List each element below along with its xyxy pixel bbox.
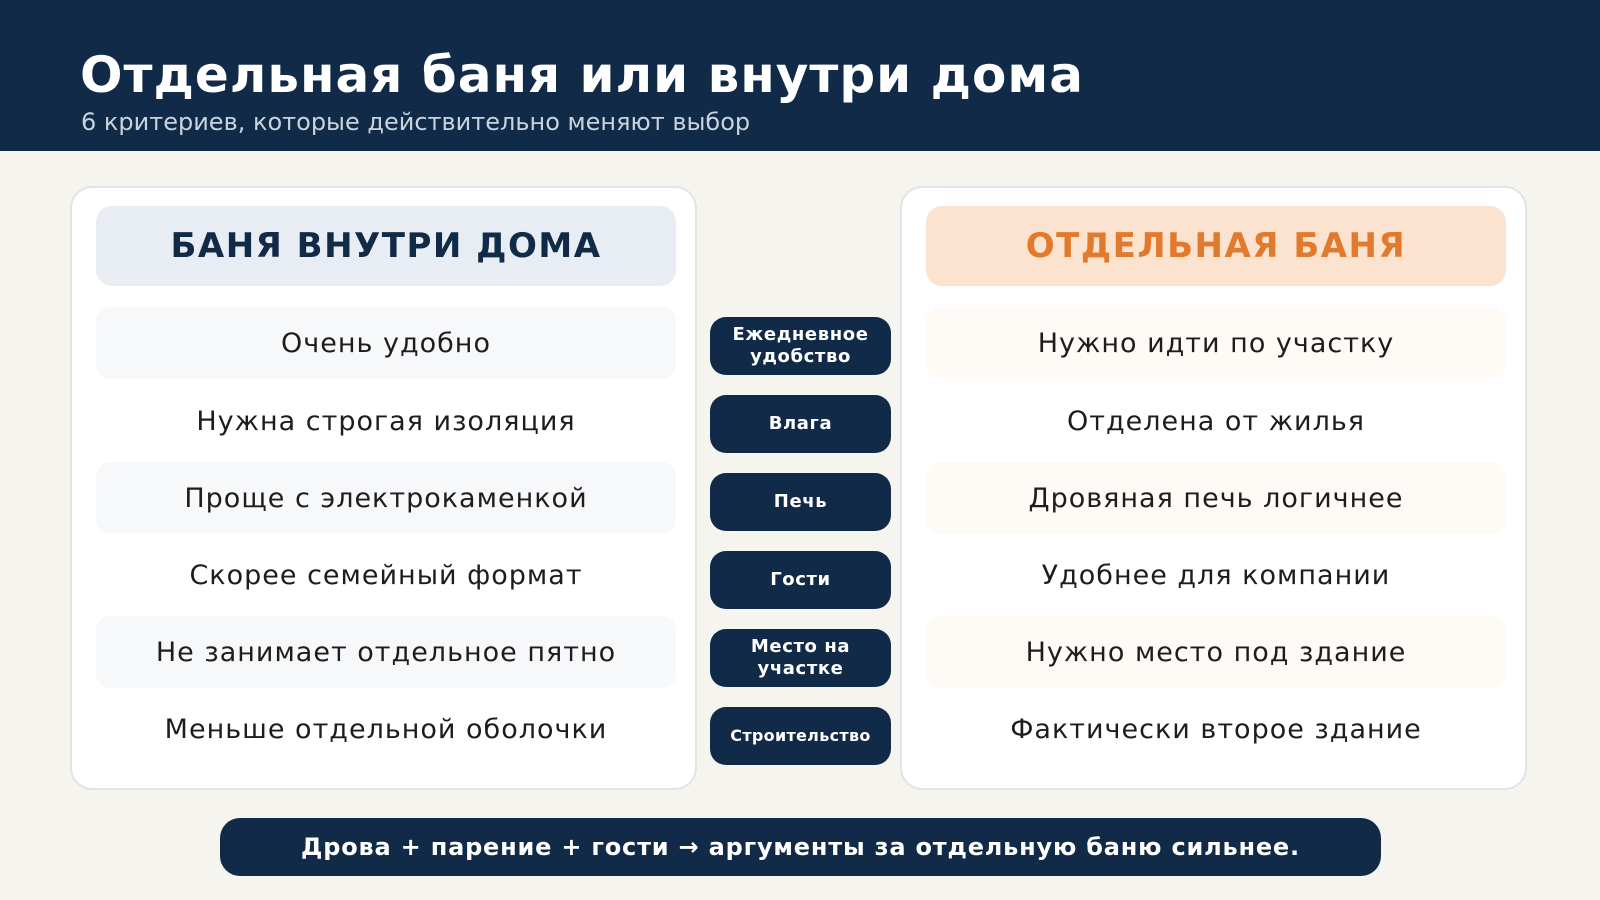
criterion-stove: Печь [710,473,891,531]
indoor-row-comfort: Очень удобно [96,307,676,379]
separate-sauna-heading: ОТДЕЛЬНАЯ БАНЯ [926,206,1506,286]
conclusion-banner: Дрова + парение + гости → аргументы за отдельную баню сильнее. [220,818,1381,876]
header-banner [0,0,1600,151]
separate-sauna-panel [900,186,1527,790]
criterion-site-space: Место на участке [710,629,891,687]
page-subtitle: 6 критериев, которые действительно меняют выбор [81,108,751,136]
separate-row-site: Нужно место под здание [926,616,1506,688]
indoor-row-site: Не занимает отдельное пятно [96,616,676,688]
criterion-construction: Строительство [710,707,891,765]
criterion-daily-comfort: Ежедневное удобство [710,317,891,375]
indoor-row-moisture: Нужна строгая изоляция [196,405,576,437]
indoor-row-guests: Скорее семейный формат [189,559,583,591]
separate-row-guests: Удобнее для компании [1041,559,1391,591]
criterion-moisture: Влага [710,395,891,453]
indoor-sauna-panel [70,186,697,790]
separate-row-construction: Фактически второе здание [1010,713,1422,745]
indoor-row-construction: Меньше отдельной оболочки [164,713,608,745]
indoor-row-stove: Проще с электрокаменкой [96,462,676,534]
indoor-sauna-heading: БАНЯ ВНУТРИ ДОМА [96,206,676,286]
separate-row-stove: Дровяная печь логичнее [926,462,1506,534]
criterion-guests: Гости [710,551,891,609]
separate-row-comfort: Нужно идти по участку [926,307,1506,379]
page-title: Отдельная баня или внутри дома [80,46,1084,104]
separate-row-moisture: Отделена от жилья [1066,405,1366,437]
